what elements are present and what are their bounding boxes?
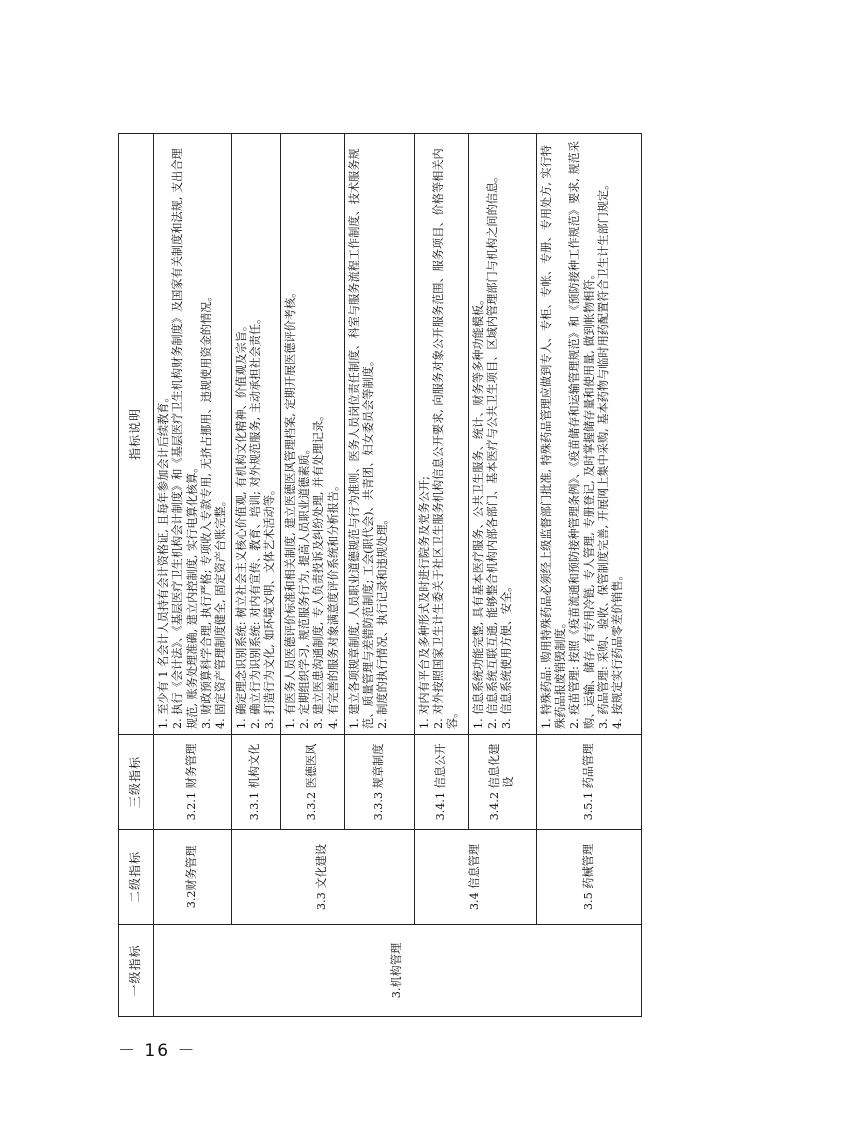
description-cell [280,134,344,735]
description-line: 2. 疫苗管理: 按照《疫苗流通和预防接种管理条例》、《疫苗储存和运输管理规范》和《预防接种工作规范》要求, 规范采购、运输、储存, 有专用冷链, 专人管理, 专册登记, 及时掌握储存量和使用量, 做到帐物相符。 [568,140,596,729]
level2-cell: 3.4 信息管理 [414,830,536,925]
header-level2: 二级指标 [119,830,154,925]
description-cell [231,134,280,735]
description-line: 4. 有完善的服务对象满意度评价系统和分析报告。 [326,479,340,729]
level1-cell: 3.机构管理 [154,925,642,1017]
description-line: 1. 至少有 1 名会计人员持有会计资格证, 且每年参加会计后续教育。 [157,391,170,729]
description-line: 2. 信息系统互联互通, 能够整合机构内部各部门、基本医疗与公共卫生项目、区域内管理部门与机构之间的信息。 [485,170,499,729]
page-number: － 16 － [118,1041,197,1061]
description-cell [468,134,536,735]
level3-cell: 3.3.1 机构文化 [231,735,280,830]
description-line: 2. 确立行为识别系统: 对内有宣传、教育、培训; 对外规范服务, 主动承担社会责任。 [248,312,262,729]
level3-cell: 3.5.1 药品管理 [536,735,641,830]
description-cell [414,134,468,735]
description-line: 1. 特殊药品: 购用特殊药品必须经上级监督部门批准, 特殊药品管理应做到专人、专柜、专帐、专册、专用处方, 实行特殊药品报废销毁制度。 [539,145,567,729]
description-line: 4. 固定资产管理制度健全, 固定资产台账完整。 [214,495,228,729]
description-line: 4. 按规定实行药品零差价销售。 [611,569,625,729]
indicator-table [118,133,642,1017]
description-line: 3. 建立医患沟通制度, 专人负责投诉及纠纷处理, 并有处理记录。 [312,409,326,729]
header-description: 指标说明 [119,134,154,735]
description-line: 1. 信息系统功能完整, 具有基本医疗服务、公共卫生服务、统计、财务等多种功能模板。 [471,293,485,729]
description-cell [536,134,641,735]
level2-cell: 3.2财务管理 [154,830,232,925]
level3-cell: 3.4.2 信息化建设 [468,735,536,830]
table-row [536,134,641,1017]
level3-cell: 3.3.2 医德医风 [280,735,344,830]
table-row [231,134,280,1017]
description-line: 1. 确定理念识别系统: 树立社会主义核心价值观, 有机构文化精神、价值观及宗旨。 [234,319,248,729]
description-cell [154,134,232,735]
level3-cell: 3.3.3 规章制度 [344,735,414,830]
description-line: 3. 药品管理: 采购、验收、保管制度完善, 开展网上集中采购, 基本药物与临时用药配置符合卫生计生部门规定。 [596,178,610,729]
description-line: 2. 定期组织学习, 规范服务行为, 提高人员职业道德素质。 [297,443,311,729]
description-cell [344,134,414,735]
rotated-table-frame [118,133,642,1017]
description-line: 2. 制度的执行情况、执行记录和违规处理。 [376,513,390,729]
description-line: 3. 财政预算科学合理, 执行严格; 专项收入专款专用, 无挤占挪用、违规使用资金的情况。 [199,290,213,729]
description-line: 3. 信息系统使用方便、安全。 [500,580,514,729]
description-line: 1. 建立各项规章制度, 人员职业道德规范与行为准则、医务人员岗位责任制度、科室与服务流程工作制度、技术服务规范、质量管理与差错防范制度; 工会(职代会)、共青团、妇女委员会等制度。 [347,148,375,729]
table-row [154,134,232,1017]
description-line: 2. 对外按照国家卫生计生委关于社区卫生服务机构信息公开要求, 向服务对象公开服务范围、服务项目、价格等相关内容。 [431,148,460,729]
description-line: 2. 执行《会计法》、《基层医疗卫生机构会计制度》和《基层医疗卫生机构财务制度》及国家有关制度和法规, 支出合理规范, 账务处理准确, 建立内控制度, 实行电算化核算。 [171,148,199,729]
rotated-table-canvas [118,133,642,1017]
level2-cell: 3.3 文化建设 [231,830,414,925]
table-row [414,134,468,1017]
table-header-row [119,134,154,1017]
level3-cell: 3.2.1 财务管理 [154,735,232,830]
description-line: 1. 对内有平台及多种形式及时进行院务及党务公开; [417,476,431,729]
description-line: 3. 打造行为文化, 如环境文明、文体艺术活动等。 [263,483,277,729]
header-level1: 一级指标 [119,925,154,1017]
description-line: 1. 有医务人员医德评价标准和相关制度, 建立医德医风管理档案, 定期开展医德评价考核。 [283,286,297,729]
level2-cell: 3.5 药械管理 [536,830,641,925]
level3-cell: 3.4.1 信息公开 [414,735,468,830]
header-level3: 三级指标 [119,735,154,830]
